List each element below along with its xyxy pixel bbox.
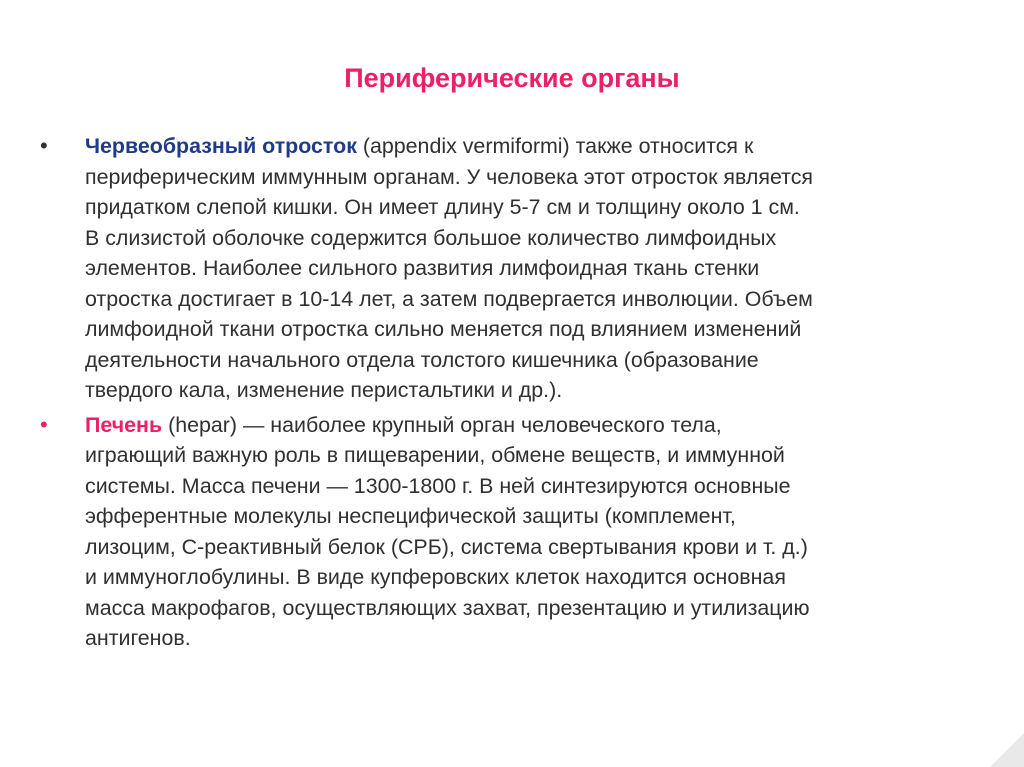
bullet-first-line (85, 131, 980, 162)
bullet-line: отростка достигает в 10-14 лет, а затем подвергается инволюции. Объем (85, 286, 813, 311)
bullet-line: периферическим иммунным органам. У человека этот отросток является (85, 164, 813, 189)
bullet-item-liver (40, 410, 980, 654)
slide-corner-decoration (990, 733, 1024, 767)
bullet-first-line (85, 410, 980, 441)
bullet-line: антигенов. (85, 626, 191, 650)
bullet-line: системы. Масса печени — 1300-1800 г. В ней синтезируются основные (85, 473, 791, 498)
bullet-text: (hepar) — наиболее крупный орган человеческого тела, (162, 412, 722, 437)
bullet-line: масса макрофагов, осуществляющих захват, презентацию и утилизацию (85, 595, 810, 620)
bullet-line: придатком слепой кишки. Он имеет длину 5-7 см и толщину около 1 см. (85, 195, 800, 219)
bullet-line: играющий важную роль в пищеварении, обмене веществ, и иммунной (85, 443, 785, 467)
bullet-line: лимфоидной ткани отростка сильно меняется под влиянием изменений (85, 317, 802, 341)
term-appendix: Червеобразный отросток (85, 134, 357, 158)
bullet-list (40, 131, 980, 658)
bullet-line: элементов. Наиболее сильного развития лимфоидная ткань стенки (85, 256, 760, 280)
bullet-line: и иммуноглобулины. В виде купферовских клеток находится основная (85, 565, 786, 589)
bullet-marker: • (40, 133, 48, 158)
bullet-line: эфферентные молекулы неспецифической защиты (комплемент, (85, 504, 736, 528)
bullet-line: В слизистой оболочке содержится большое количество лимфоидных (85, 225, 777, 250)
bullet-line: твердого кала, изменение перистальтики и др.). (85, 378, 563, 402)
bullet-line: деятельности начального отдела толстого кишечника (образование (85, 347, 759, 372)
bullet-line: лизоцим, С-реактивный белок (СРБ), система свертывания крови и т. д.) (85, 534, 808, 559)
bullet-text: (appendix vermiformi) также относится к (356, 134, 754, 158)
slide-title: Периферические органы (344, 63, 680, 93)
bullet-item-appendix (40, 131, 980, 406)
term-liver: Печень (85, 412, 163, 437)
bullet-marker: • (40, 411, 48, 437)
